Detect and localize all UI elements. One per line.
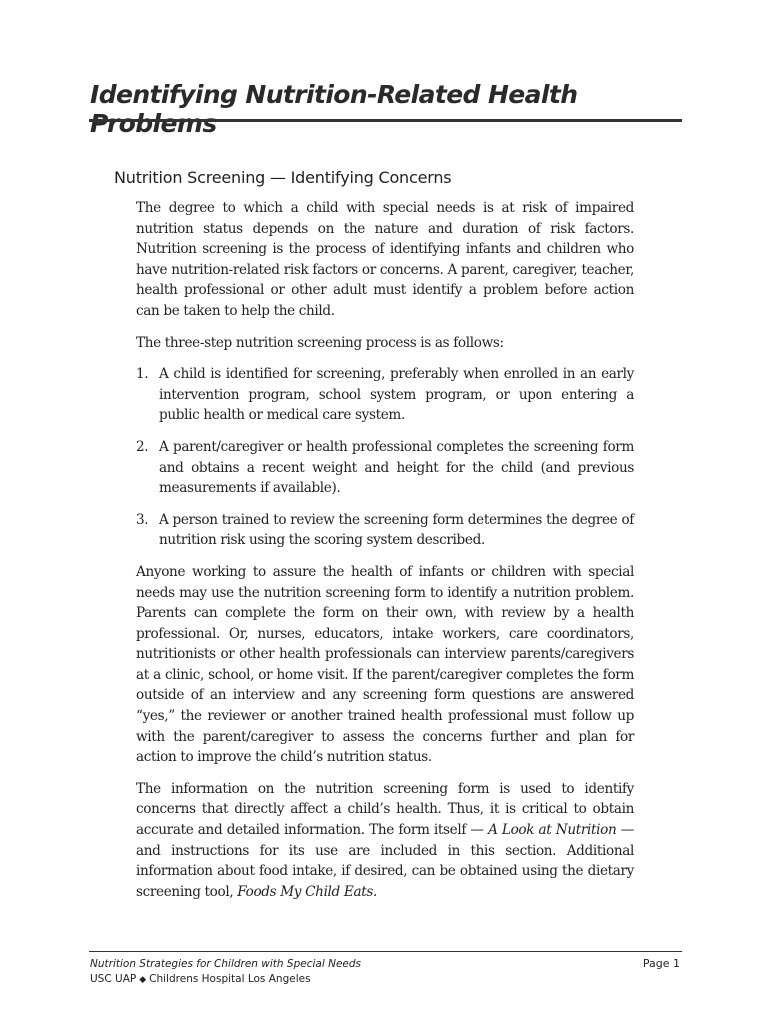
form-info-text-2: — and instructions for its use are included in this section. Additional information about food intake, if desired, can be obtained using the dietary screening tool, xyxy=(136,822,635,900)
footer-org-left: USC UAP xyxy=(90,973,137,985)
list-item xyxy=(136,364,634,426)
step-number: 2. xyxy=(136,438,149,455)
paragraph-form-info xyxy=(136,779,634,903)
body-content xyxy=(136,198,634,913)
footer-organizations xyxy=(90,972,361,988)
list-item xyxy=(136,437,634,499)
title-divider xyxy=(89,119,682,122)
tool-title-foods-my-child-eats: Foods My Child Eats. xyxy=(237,883,377,900)
page-number: Page 1 xyxy=(642,957,680,970)
step-number: 3. xyxy=(136,511,149,528)
footer-publication-title: Nutrition Strategies for Children with Special Needs xyxy=(90,958,361,970)
step-number: 1. xyxy=(136,366,149,383)
section-heading: Nutrition Screening — Identifying Concerns xyxy=(114,168,452,187)
paragraph-steps-intro: The three-step nutrition screening process is as follows: xyxy=(136,334,504,351)
footer-publication-info xyxy=(90,957,361,988)
paragraph-intro: The degree to which a child with special needs is at risk of impaired nutrition status depends on the nature and duration of risk factors. Nutrition screening is the process of identifying infants and children who have nutrition-related risk factors or concerns. A parent, caregiver, teacher, health professional or other adult must identify a problem before action can be taken to help the child. xyxy=(136,200,634,319)
paragraph-who-screens: Anyone working to assure the health of infants or children with special needs may use the nutrition screening form to identify a nutrition problem. Parents can complete the form on their own, with review by a health professional. Or, nurses, educators, intake workers, care coordinators, nutritionists or other health professionals can interview parents/caregivers at a clinic, school, or home visit. If the parent/caregiver completes the form outside of an interview and any screening form questions are answered “yes,” the reviewer or another trained health professional must follow up with the parent/caregiver to assess the concerns further and plan for action to improve the child’s nutrition status. xyxy=(136,563,634,766)
diamond-icon: ◆ xyxy=(139,975,147,985)
step-text: A child is identified for screening, preferably when enrolled in an early intervention program, school system program, or upon entering a public health or medical care system. xyxy=(159,366,634,424)
form-info-text-1: The information on the nutrition screening form is used to identify concerns that directly affect a child’s health. Thus, it is critical to obtain accurate and detailed information. The form itself — xyxy=(136,780,634,839)
list-item xyxy=(136,510,634,551)
step-text: A person trained to review the screening form determines the degree of nutrition risk using the scoring system described. xyxy=(159,511,634,549)
page-title: Identifying Nutrition-Related Health Problems xyxy=(90,80,578,138)
step-text: A parent/caregiver or health professional completes the screening form and obtains a recent weight and height for the child (and previous measurements if available). xyxy=(159,438,634,497)
form-title-look-at-nutrition: A Look at Nutrition xyxy=(488,822,617,839)
steps-list xyxy=(136,364,634,551)
footer-divider xyxy=(89,951,682,952)
footer-org-right: Childrens Hospital Los Angeles xyxy=(149,973,311,985)
